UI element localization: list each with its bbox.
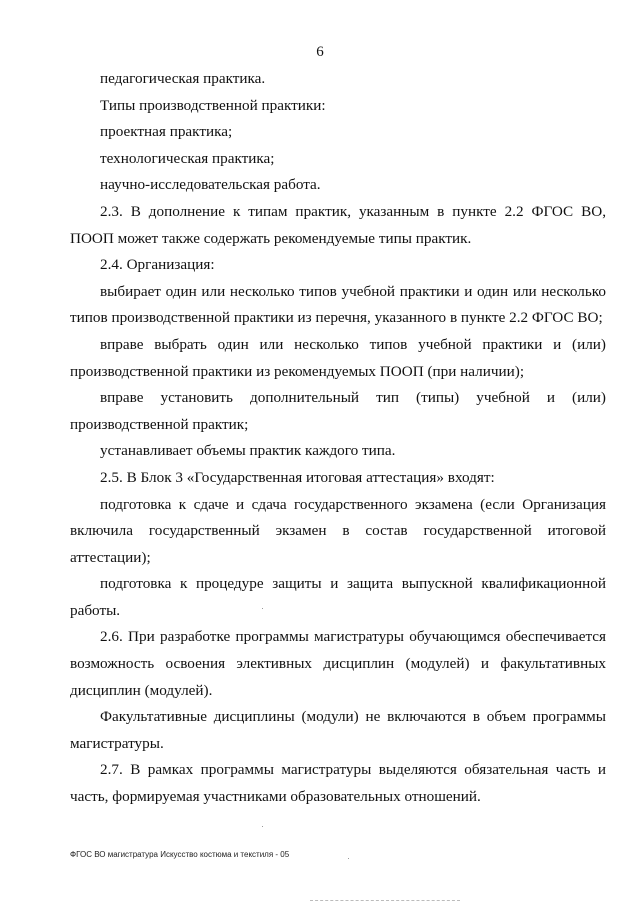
page-footer: ФГОС ВО магистратура Искусство костюма и текстиля - 05 [70, 850, 290, 859]
paragraph: проектная практика; [100, 123, 233, 141]
paragraph: 2.5. В Блок 3 «Государственная итоговая аттестация» входят: [100, 468, 495, 486]
paragraph: 2.3. В дополнение к типам практик, указанным в пункте 2.2 ФГОС ВО, ПООП может также содержать рекомендуемые типы практик. [70, 202, 606, 247]
paragraph: подготовка к сдаче и сдача государственного экзамена (если Организация включила государственный экзамен в состав государственной итоговой аттестации); [70, 495, 606, 566]
scan-edge-line [310, 900, 460, 902]
scan-speck [262, 826, 263, 827]
page-number: 6 [316, 44, 324, 60]
paragraph: устанавливает объемы практик каждого типа. [100, 442, 396, 460]
paragraph: вправе выбрать один или несколько типов учебной практики и (или) производственной практики из рекомендуемых ПООП (при наличии); [70, 335, 606, 380]
paragraph: 2.6. При разработке программы магистратуры обучающимся обеспечивается возможность освоения элективных дисциплин (модулей) и факультативных дисциплин (модулей). [70, 628, 606, 699]
paragraph: подготовка к процедуре защиты и защита выпускной квалификационной работы. [70, 575, 606, 619]
paragraph: 2.4. Организация: [100, 256, 215, 274]
paragraph: Типы производственной практики: [100, 96, 326, 114]
paragraph: Факультативные дисциплины (модули) не включаются в объем программы магистратуры. [70, 708, 606, 752]
scan-speck [348, 858, 349, 859]
paragraph: научно-исследовательская работа. [100, 176, 321, 194]
paragraph: педагогическая практика. [100, 70, 266, 87]
paragraph: вправе установить дополнительный тип (типы) учебной и (или) производственной практик; [70, 389, 606, 433]
paragraph: технологическая практика; [100, 149, 275, 167]
scan-speck [262, 608, 263, 609]
paragraph: 2.7. В рамках программы магистратуры выделяются обязательная часть и часть, формируемая участниками образовательных отношений. [70, 761, 606, 806]
paragraph: выбирает один или несколько типов учебной практики и один или несколько типов производственной практики из перечня, указанного в пункте 2.2 ФГОС ВО; [70, 282, 606, 327]
document-body [70, 66, 606, 811]
